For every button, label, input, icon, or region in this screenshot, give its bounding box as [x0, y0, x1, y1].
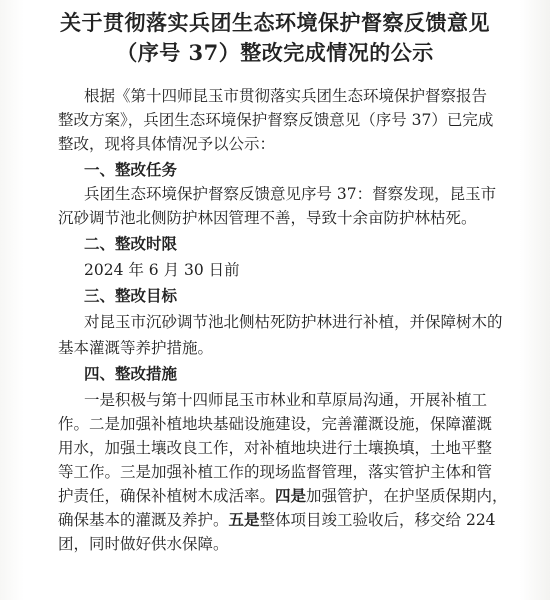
intro-line-1: 根据《第十四师昆玉市贯彻落实兵团生态环境保护督察报告: [84, 87, 488, 105]
section-4-line-5: [58, 484, 508, 508]
section-1-line-2: 沉砂调节池北侧防护林因管理不善，导致十余亩防护林枯死。: [58, 209, 477, 227]
document-title: [0, 8, 550, 68]
section-4-line-5-b: 四是: [275, 486, 307, 505]
section-4-line-7: 团，同时做好供水保障。: [58, 535, 229, 553]
intro-line-3: 整改，现将具体情况予以公示：: [58, 135, 276, 153]
section-1-heading: 一、整改任务: [84, 160, 178, 179]
section-4-line-4: 等工作。三是加强补植工作的现场监督管理，落实管护主体和管: [58, 463, 493, 481]
section-4-line-1: 一是积极与第十四师昆玉市林业和草原局沟通，开展补植工: [84, 391, 488, 409]
section-4-heading: 四、整改措施: [84, 364, 178, 383]
section-4-line-6: [58, 508, 498, 532]
section-2-line-1: 2024 年 6 月 30 日前: [84, 261, 240, 279]
title-line-1: 关于贯彻落实兵团生态环境保护督察反馈意见: [60, 10, 490, 35]
section-4-line-6-b: 五是: [228, 510, 260, 529]
intro-line-2: 整改方案》，兵团生态环境保护督察反馈意见（序号 37）已完成: [58, 111, 494, 129]
section-3-heading: 三、整改目标: [84, 286, 178, 305]
section-1-line-1: 兵团生态环境保护督察反馈意见序号 37：督察发现，昆玉市: [84, 185, 497, 203]
section-4-line-3: 用水，加强土壤改良工作，对补植地块进行土壤换填，土地平整: [58, 439, 493, 457]
title-line-2: （序号 37）整改完成情况的公示: [116, 40, 434, 65]
section-2-heading: 二、整改时限: [84, 234, 178, 253]
section-3-line-2: 基本灌溉等养护措施。: [58, 339, 214, 357]
section-4-line-2: 作。二是加强补植地块基础设施建设，完善灌溉设施，保障灌溉: [58, 415, 493, 433]
section-4-line-5-a: 护责任，确保补植树木成活率。: [58, 487, 276, 505]
section-4-line-5-c: 加强管护，在护坚质保期内，: [306, 487, 508, 505]
section-4-line-6-a: 确保基本的灌溉及养护。: [58, 511, 229, 529]
section-3-line-1: 对昆玉市沉砂调节池北侧枯死防护林进行补植，并保障树木的: [84, 313, 503, 331]
section-4-line-6-c: 整体项目竣工验收后，移交给 224: [259, 511, 496, 529]
